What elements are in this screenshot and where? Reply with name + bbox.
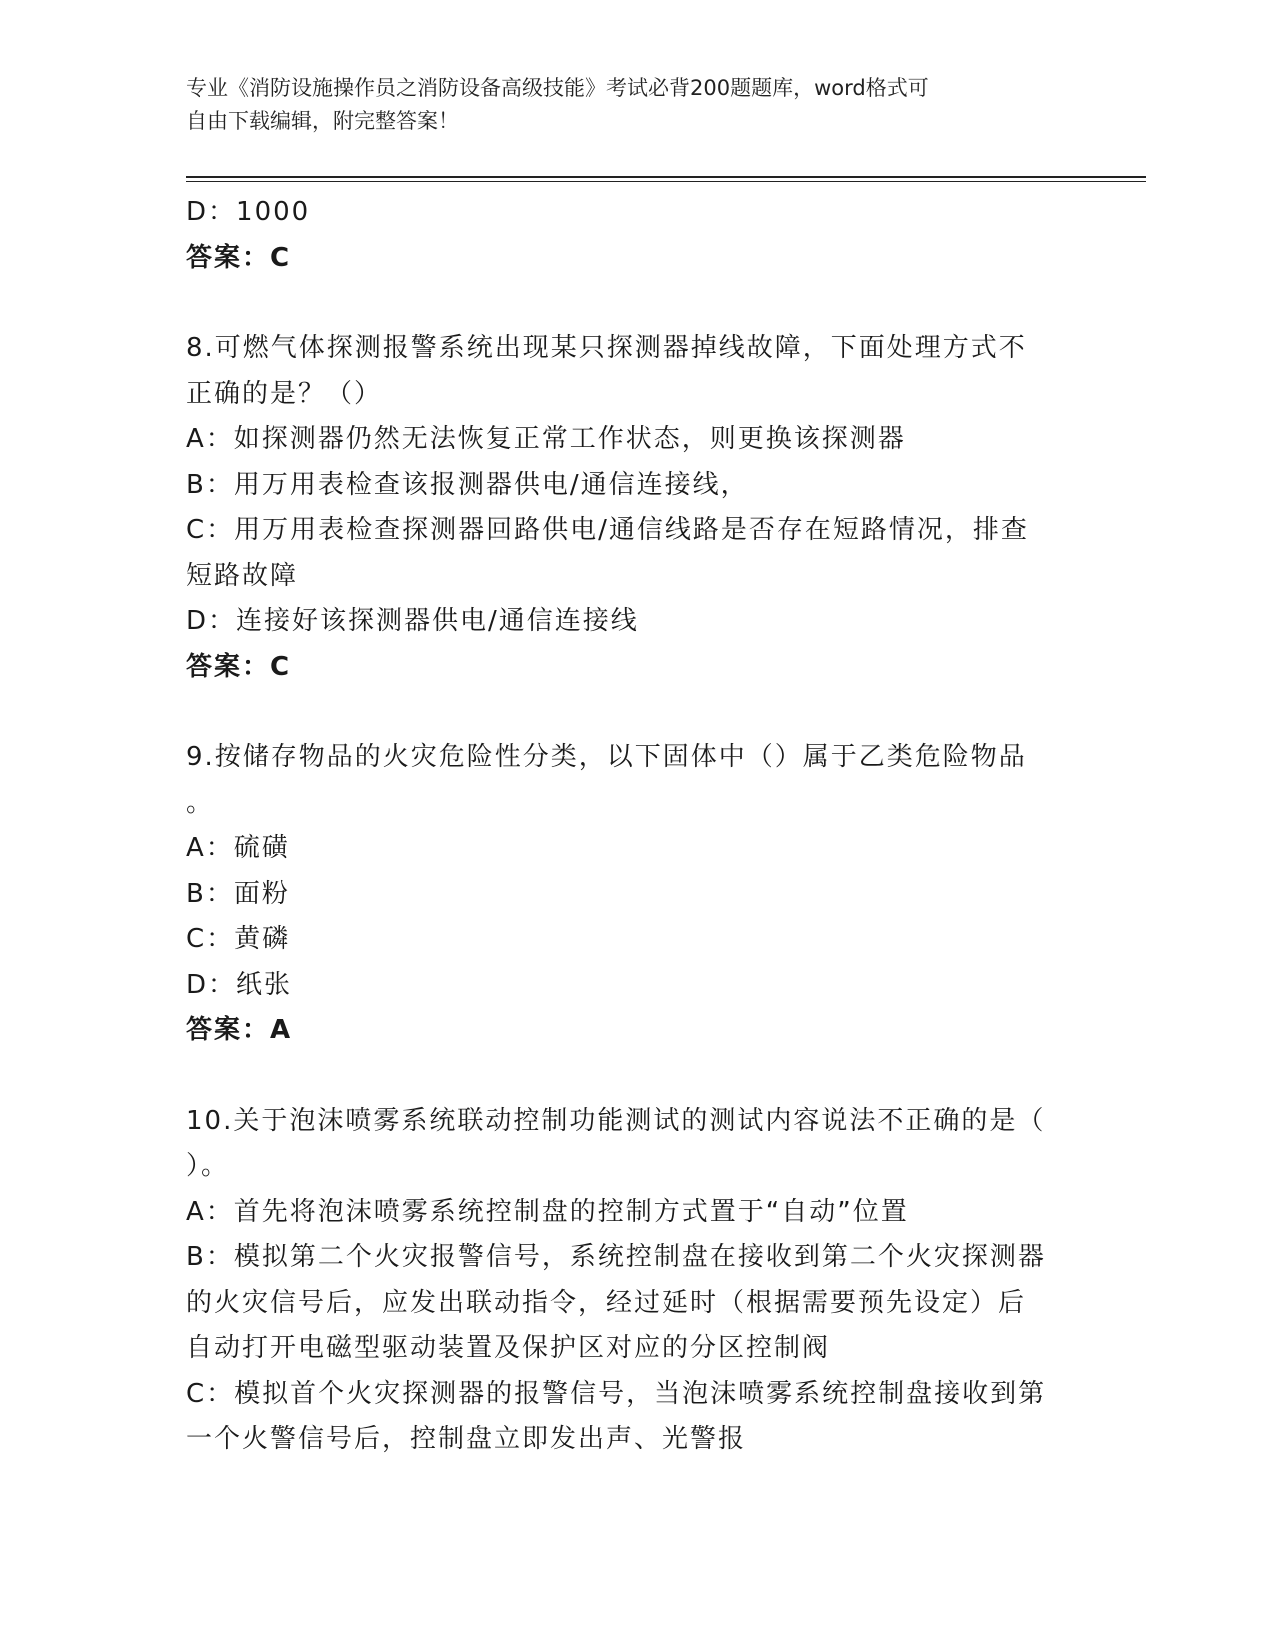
spacer <box>186 281 1066 326</box>
spacer <box>186 1054 1066 1099</box>
question-10 <box>186 1099 1066 1463</box>
q10-option-c-line-1: C：模拟首个火灾探测器的报警信号，当泡沫喷雾系统控制盘接收到第 <box>186 1378 1047 1409</box>
header-line-1: 专业《消防设施操作员之消防设备高级技能》考试必背200题题库，word格式可 <box>186 76 929 100</box>
header-divider-thin <box>186 181 1146 182</box>
question-content <box>186 190 1066 1463</box>
q8-option-c-line-2: 短路故障 <box>186 560 299 591</box>
prev-option-d: D：1000 <box>186 197 311 227</box>
q10-stem-line-1: 10.关于泡沫喷雾系统联动控制功能测试的测试内容说法不正确的是（ <box>186 1105 1046 1136</box>
q8-stem-line-2: 正确的是？（） <box>186 378 383 409</box>
q8-option-b: B：用万用表检查该报测器供电/通信连接线， <box>186 469 749 500</box>
q8-option-c-line-1: C：用万用表检查探测器回路供电/通信线路是否存在短路情况，排查 <box>186 515 1029 545</box>
spacer <box>186 690 1066 735</box>
q9-option-a: A：硫磺 <box>186 833 290 863</box>
q10-option-b-line-3: 自动打开电磁型驱动装置及保护区对应的分区控制阀 <box>186 1333 831 1363</box>
question-8 <box>186 326 1066 690</box>
q9-stem-line-1: 9.按储存物品的火灾危险性分类，以下固体中（）属于乙类危险物品 <box>186 742 1027 772</box>
q9-option-c: C：黄磷 <box>186 924 291 954</box>
q10-option-a: A：首先将泡沫喷雾系统控制盘的控制方式置于“自动”位置 <box>186 1196 909 1227</box>
q10-option-c-line-2: 一个火警信号后，控制盘立即发出声、光警报 <box>186 1424 747 1454</box>
q10-option-b-line-2: 的火灾信号后，应发出联动指令，经过延时（根据需要预先设定）后 <box>186 1287 1027 1318</box>
q8-stem-line-1: 8.可燃气体探测报警系统出现某只探测器掉线故障，下面处理方式不 <box>186 333 1027 363</box>
q9-option-d: D：纸张 <box>186 969 293 1000</box>
q10-option-b-line-1: B：模拟第二个火灾报警信号，系统控制盘在接收到第二个火灾探测器 <box>186 1242 1046 1272</box>
prev-answer: 答案：C <box>186 242 292 273</box>
page-header <box>186 72 1066 138</box>
header-divider-thick <box>186 176 1146 178</box>
question-9 <box>186 735 1066 1054</box>
q9-answer: 答案：A <box>186 1015 293 1045</box>
header-line-2: 自由下载编辑，附完整答案！ <box>186 109 459 133</box>
q8-option-a: A：如探测器仍然无法恢复正常工作状态，则更换该探测器 <box>186 424 906 454</box>
q9-stem-line-2: 。 <box>186 787 215 818</box>
q8-option-d: D：连接好该探测器供电/通信连接线 <box>186 606 639 636</box>
q8-answer: 答案：C <box>186 651 292 682</box>
q9-option-b: B：面粉 <box>186 878 290 909</box>
q10-stem-line-2: ）。 <box>186 1151 230 1181</box>
